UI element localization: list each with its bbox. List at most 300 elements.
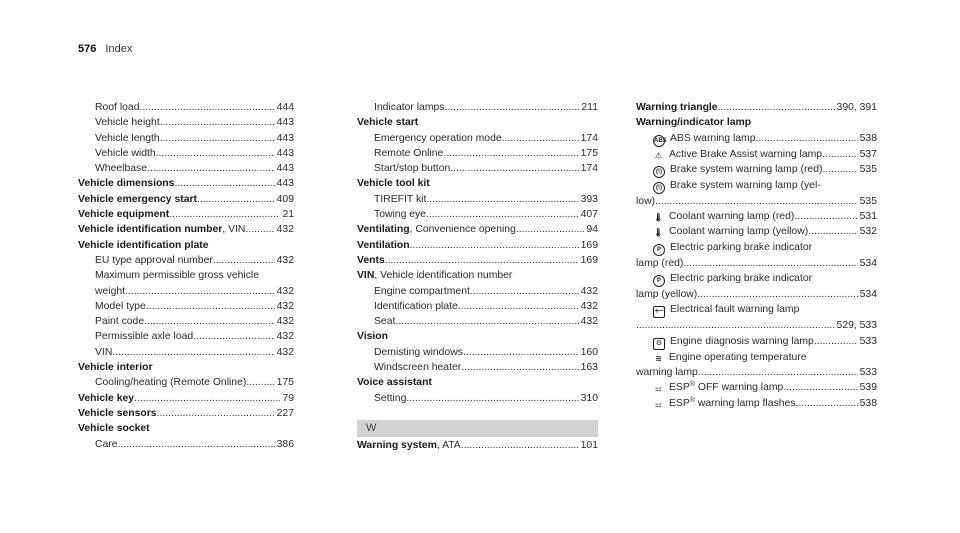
index-entry[interactable] <box>78 345 294 360</box>
index-entry[interactable] <box>78 299 294 314</box>
entry-label: Engine operating temperature <box>669 351 807 363</box>
entry-text <box>95 115 160 130</box>
dot-leader <box>755 131 857 147</box>
page-reference[interactable]: 310 <box>580 392 598 404</box>
entry-text <box>95 345 112 360</box>
entry-text <box>78 391 134 406</box>
page-reference[interactable]: 443 <box>276 117 294 129</box>
entry-text <box>357 222 516 237</box>
electrical-fault-icon: +− <box>653 306 665 318</box>
page-reference[interactable]: 409 <box>276 193 294 205</box>
index-entry[interactable] <box>636 131 877 147</box>
dot-leader <box>458 299 579 314</box>
index-entry[interactable] <box>78 176 294 191</box>
entry-text <box>78 421 150 436</box>
entry-text <box>78 192 197 207</box>
dot-leader <box>470 284 579 299</box>
esp-icon: ⚏ <box>654 399 663 409</box>
entry-text <box>636 365 698 380</box>
index-entry[interactable] <box>636 396 877 411</box>
page-reference[interactable]: 227 <box>276 407 294 419</box>
entry-label: Vehicle interior <box>78 362 153 374</box>
entry-label: Towing eye <box>374 209 426 221</box>
index-column-2-after <box>357 438 598 453</box>
page-reference[interactable]: 432 <box>580 285 598 297</box>
entry-label: Active Brake Assist warning lamp <box>669 148 823 160</box>
index-entry[interactable] <box>357 438 598 453</box>
index-entry[interactable] <box>357 391 598 406</box>
index-entry <box>636 240 877 256</box>
page-reference[interactable]: 432 <box>276 300 294 312</box>
entry-text <box>653 240 812 256</box>
index-column-2 <box>357 100 598 406</box>
entry-text <box>653 302 799 318</box>
entry-text <box>636 100 718 115</box>
index-heading <box>357 329 598 344</box>
entry-label: Setting <box>374 392 407 404</box>
index-entry[interactable] <box>357 131 598 146</box>
dot-leader <box>197 192 275 207</box>
engine-temperature-icon: ≋ <box>655 353 662 363</box>
page-reference[interactable]: 432 <box>276 346 294 358</box>
entry-label: Indicator lamps <box>374 102 445 113</box>
index-entry[interactable] <box>357 238 598 253</box>
index-entry[interactable] <box>78 284 294 299</box>
index-entry[interactable] <box>78 207 294 222</box>
index-entry[interactable] <box>78 192 294 207</box>
entry-subtext: , Convenience opening <box>409 224 516 236</box>
parking-brake-icon: P <box>653 244 665 256</box>
entry-label: warning lamp <box>636 366 698 378</box>
entry-label: Coolant warning lamp (red) <box>669 211 795 223</box>
entry-label: Vehicle emergency start <box>78 193 197 205</box>
dot-leader <box>795 396 857 411</box>
dot-leader <box>450 161 578 176</box>
entry-text <box>653 178 821 194</box>
dot-leader <box>245 222 274 237</box>
index-entry[interactable] <box>78 253 294 268</box>
entry-label: Identification plate <box>374 300 458 312</box>
page-reference[interactable]: 211 <box>581 102 598 113</box>
index-heading <box>357 176 598 191</box>
page-reference[interactable]: 537 <box>859 148 877 160</box>
dot-leader <box>461 438 579 453</box>
page-reference[interactable]: 534 <box>859 257 877 269</box>
index-entry[interactable] <box>357 360 598 375</box>
index-entry[interactable] <box>636 100 877 115</box>
entry-label: Engine compartment <box>374 285 470 297</box>
entry-label-cont: OFF warning lamp <box>694 382 784 394</box>
entry-label: Vehicle length <box>95 132 160 144</box>
index-entry[interactable] <box>636 318 877 333</box>
index-entry[interactable] <box>636 256 877 271</box>
entry-text <box>374 192 426 207</box>
entry-subtext: , VIN <box>222 224 246 236</box>
coolant-temperature-icon: 🌡 <box>653 228 664 238</box>
index-entry <box>636 302 877 318</box>
index-entry[interactable] <box>357 284 598 299</box>
entry-label: Paint code <box>95 316 145 328</box>
entry-text <box>636 256 683 271</box>
entry-text <box>653 271 812 287</box>
entry-text <box>95 314 144 329</box>
index-entry[interactable] <box>636 162 877 178</box>
dot-leader <box>160 115 275 130</box>
dot-leader <box>139 100 274 115</box>
page-reference[interactable]: 535 <box>859 195 877 207</box>
entry-text <box>374 131 502 146</box>
entry-text <box>374 314 395 329</box>
entry-text <box>374 299 458 314</box>
entry-text <box>653 380 783 395</box>
entry-text <box>95 329 193 344</box>
entry-label: lamp (yellow) <box>636 289 698 301</box>
index-entry[interactable] <box>357 146 598 161</box>
entry-text <box>95 131 160 146</box>
entry-label: ESP <box>669 382 690 394</box>
index-entry[interactable] <box>357 299 598 314</box>
dot-leader <box>426 207 579 222</box>
page-reference[interactable]: 432 <box>276 285 294 297</box>
dot-leader <box>385 253 579 268</box>
brake-system-icon: (!) <box>653 182 665 194</box>
entry-label: Vehicle start <box>357 117 419 129</box>
entry-label: Remote Online <box>374 147 444 159</box>
dot-leader <box>112 345 274 360</box>
entry-label: Coolant warning lamp (yellow) <box>669 226 809 238</box>
entry-label: Warning/indicator lamp <box>636 117 752 129</box>
entry-subtext: , Vehicle identification number <box>374 270 513 282</box>
page-reference[interactable]: 531 <box>859 211 877 223</box>
entry-label: Vehicle width <box>95 147 156 159</box>
index-entry[interactable] <box>636 194 877 209</box>
entry-label: Emergency operation mode <box>374 132 502 144</box>
dot-leader <box>636 318 835 333</box>
page-reference[interactable]: 443 <box>276 163 294 175</box>
index-entry[interactable] <box>78 222 294 237</box>
entry-label: Vehicle socket <box>78 423 150 435</box>
entry-text <box>95 253 213 268</box>
entry-label: Ventilation <box>357 239 410 251</box>
index-heading <box>636 115 877 130</box>
entry-label: VIN <box>95 346 113 358</box>
dot-leader <box>156 146 275 161</box>
entry-text <box>636 115 751 130</box>
dot-leader <box>410 238 579 253</box>
entry-label: Start/stop button <box>374 163 451 175</box>
section-title: Index <box>105 43 133 55</box>
page-reference[interactable]: 533 <box>859 366 877 378</box>
index-heading <box>357 115 598 130</box>
index-entry[interactable] <box>357 345 598 360</box>
page-reference[interactable]: 94 <box>586 224 598 236</box>
dot-leader <box>718 100 835 115</box>
entry-label: Brake system warning lamp (yel- <box>670 179 821 191</box>
index-entry <box>636 350 877 365</box>
index-entry[interactable] <box>357 207 598 222</box>
page-reference[interactable]: 443 <box>276 178 294 190</box>
page-reference[interactable]: 534 <box>859 289 877 301</box>
dot-leader <box>655 194 858 209</box>
entry-text <box>653 224 808 239</box>
entry-text <box>357 268 512 283</box>
page-reference[interactable]: 101 <box>580 440 598 451</box>
page-reference[interactable]: 533 <box>859 335 877 347</box>
entry-label: Vehicle height <box>95 117 160 129</box>
page-reference[interactable]: 432 <box>580 300 598 312</box>
entry-label: EU type approval number <box>95 254 213 266</box>
dot-leader <box>213 253 275 268</box>
coolant-temperature-icon: 🌡 <box>653 213 664 223</box>
registered-mark: ® <box>689 396 695 404</box>
dot-leader <box>443 146 578 161</box>
index-entry[interactable] <box>78 329 294 344</box>
entry-label: Brake system warning lamp (red) <box>670 163 823 175</box>
entry-label: Seat <box>374 316 396 328</box>
index-entry[interactable] <box>357 314 598 329</box>
entry-label: lamp (red) <box>636 257 684 269</box>
index-entry[interactable] <box>357 100 598 115</box>
entry-text <box>357 115 418 130</box>
page-reference[interactable]: 393 <box>580 193 598 205</box>
dot-leader <box>193 329 274 344</box>
index-entry[interactable] <box>636 287 877 302</box>
entry-label: Electric parking brake indicator <box>670 241 813 253</box>
index-entry[interactable] <box>78 146 294 161</box>
dot-leader <box>426 192 578 207</box>
engine-diagnosis-icon: ⚙ <box>653 338 665 350</box>
index-entry[interactable] <box>78 161 294 176</box>
entry-text <box>78 360 153 375</box>
dot-leader <box>146 299 275 314</box>
dot-leader <box>794 209 857 224</box>
entry-label: Vehicle key <box>78 392 135 404</box>
entry-label: Windscreen heater <box>374 362 462 374</box>
entry-text <box>374 207 426 222</box>
page-reference[interactable]: 432 <box>276 224 294 236</box>
entry-label: Roof load <box>95 102 140 113</box>
entry-text <box>374 146 443 161</box>
entry-subtext: , ATA <box>436 440 461 451</box>
index-entry[interactable] <box>636 365 877 380</box>
entry-text <box>78 176 174 191</box>
entry-text <box>374 284 470 299</box>
entry-text <box>357 238 410 253</box>
entry-text <box>653 350 806 365</box>
dot-leader <box>698 365 858 380</box>
dot-leader <box>125 284 275 299</box>
entry-label: Vision <box>357 331 388 343</box>
index-entry <box>636 178 877 194</box>
entry-label: Vehicle tool kit <box>357 178 430 190</box>
entry-text <box>357 438 461 453</box>
dot-leader <box>157 406 275 421</box>
entry-label: Warning system <box>357 440 437 451</box>
entry-text <box>374 391 406 406</box>
page-reference[interactable]: 529, 533 <box>836 320 877 332</box>
index-entry <box>78 268 294 283</box>
entry-label: Vehicle dimensions <box>78 178 175 190</box>
index-entry[interactable] <box>636 209 877 224</box>
page-reference[interactable]: 407 <box>580 209 598 221</box>
entry-label: Vents <box>357 254 385 266</box>
entry-label: Vehicle identification number <box>78 224 223 236</box>
page-reference[interactable]: 444 <box>276 102 294 113</box>
entry-text <box>95 437 118 452</box>
dot-leader <box>246 375 274 390</box>
dot-leader <box>822 147 858 162</box>
index-heading <box>357 375 598 390</box>
abs-warning-icon: ABS <box>653 135 665 147</box>
index-entry[interactable] <box>78 131 294 146</box>
index-entry[interactable] <box>636 334 877 350</box>
entry-label: Warning triangle <box>636 102 718 113</box>
entry-label: TIREFIT kit <box>374 193 427 205</box>
entry-label: Vehicle equipment <box>78 209 170 221</box>
page-reference[interactable]: 432 <box>276 331 294 343</box>
entry-text <box>374 100 444 115</box>
page-reference[interactable]: 160 <box>580 346 598 358</box>
page-reference[interactable]: 169 <box>580 254 598 266</box>
index-entry[interactable] <box>78 314 294 329</box>
page-reference[interactable]: 169 <box>580 239 598 251</box>
dot-leader <box>516 222 585 237</box>
index-entry[interactable] <box>357 161 598 176</box>
entry-label: weight <box>95 285 126 297</box>
page-reference[interactable]: 443 <box>276 132 294 144</box>
entry-label: ABS warning lamp <box>670 132 756 144</box>
page-header <box>78 43 132 55</box>
dot-leader <box>463 345 579 360</box>
entry-text <box>374 360 461 375</box>
dot-leader <box>683 256 857 271</box>
dot-leader <box>395 314 578 329</box>
entry-text <box>374 345 463 360</box>
entry-label: Permissible axle load <box>95 331 194 343</box>
entry-text <box>78 222 245 237</box>
entry-text <box>653 396 795 411</box>
dot-leader <box>174 176 274 191</box>
entry-text <box>357 329 388 344</box>
dot-leader <box>406 391 578 406</box>
page-reference[interactable]: 174 <box>580 163 598 175</box>
index-entry[interactable] <box>636 147 877 162</box>
index-heading <box>78 238 294 253</box>
index-entry[interactable] <box>357 253 598 268</box>
dot-leader <box>147 161 275 176</box>
page-reference[interactable]: 163 <box>580 362 598 374</box>
entry-label: Demisting windows <box>374 346 463 358</box>
entry-text <box>78 238 209 253</box>
page-reference[interactable]: 175 <box>276 377 294 389</box>
entry-text <box>95 284 125 299</box>
index-entry[interactable] <box>78 375 294 390</box>
entry-label: Vehicle sensors <box>78 407 157 419</box>
entry-text <box>95 299 146 314</box>
index-entry[interactable] <box>78 391 294 406</box>
registered-mark: ® <box>689 381 695 389</box>
page-number: 576 <box>78 43 97 55</box>
entry-label: Ventilating <box>357 224 410 236</box>
entry-text <box>95 375 246 390</box>
dot-leader <box>822 162 857 178</box>
index-heading <box>357 268 598 283</box>
entry-label: low) <box>636 195 656 207</box>
index-entry[interactable] <box>78 406 294 421</box>
index-entry[interactable] <box>636 224 877 239</box>
index-heading <box>78 360 294 375</box>
page-reference[interactable]: 539 <box>859 382 877 394</box>
index-column-3 <box>636 100 877 411</box>
entry-label: Electric parking brake indicator <box>670 273 813 285</box>
entry-label: Model type <box>95 300 146 312</box>
entry-label: Voice assistant <box>357 377 432 389</box>
entry-label: Electrical fault warning lamp <box>670 304 800 316</box>
entry-label: Cooling/heating (Remote Online) <box>95 377 247 389</box>
page-reference[interactable]: 79 <box>282 392 294 404</box>
entry-label: Care <box>95 438 118 450</box>
index-column-1 <box>78 100 294 452</box>
page-reference[interactable]: 21 <box>282 209 294 221</box>
page-reference[interactable]: 432 <box>580 316 598 328</box>
parking-brake-icon: P <box>653 275 665 287</box>
entry-text <box>653 147 822 162</box>
dot-leader <box>808 224 857 239</box>
entry-label: ESP <box>669 397 690 409</box>
index-entry[interactable] <box>78 437 294 452</box>
entry-text <box>78 207 169 222</box>
index-entry[interactable] <box>357 222 598 237</box>
dot-leader <box>697 287 857 302</box>
entry-text <box>636 287 697 302</box>
entry-text <box>653 162 822 178</box>
dot-leader <box>134 391 280 406</box>
esp-off-icon: ⚏ <box>654 384 663 394</box>
page-reference[interactable]: 538 <box>859 132 877 144</box>
entry-text <box>95 161 147 176</box>
page-reference[interactable]: 174 <box>580 132 598 144</box>
dot-leader <box>169 207 280 222</box>
entry-text <box>636 194 655 209</box>
entry-text <box>95 100 139 115</box>
page-reference[interactable]: 538 <box>859 397 877 409</box>
entry-text <box>357 375 432 390</box>
page-reference[interactable]: 532 <box>859 226 877 238</box>
index-entry[interactable] <box>636 380 877 395</box>
index-entry[interactable] <box>78 100 294 115</box>
page-reference[interactable]: 390, 391 <box>836 102 877 113</box>
entry-label: VIN <box>357 270 375 282</box>
page-reference[interactable]: 432 <box>276 254 294 266</box>
page-reference[interactable]: 443 <box>276 147 294 159</box>
entry-label-cont: warning lamp flashes <box>694 397 796 409</box>
entry-text <box>653 209 794 224</box>
dot-leader <box>783 380 857 395</box>
page-reference[interactable]: 386 <box>276 438 294 450</box>
entry-text <box>357 253 385 268</box>
page-reference[interactable]: 175 <box>580 147 598 159</box>
index-entry[interactable] <box>78 115 294 130</box>
dot-leader <box>160 131 275 146</box>
page-reference[interactable]: 535 <box>859 163 877 175</box>
dot-leader <box>814 334 858 350</box>
entry-text <box>357 176 430 191</box>
index-entry[interactable] <box>357 192 598 207</box>
index-entry <box>636 271 877 287</box>
entry-label: Wheelbase <box>95 163 147 175</box>
page-reference[interactable]: 432 <box>276 316 294 328</box>
entry-text <box>95 268 259 283</box>
